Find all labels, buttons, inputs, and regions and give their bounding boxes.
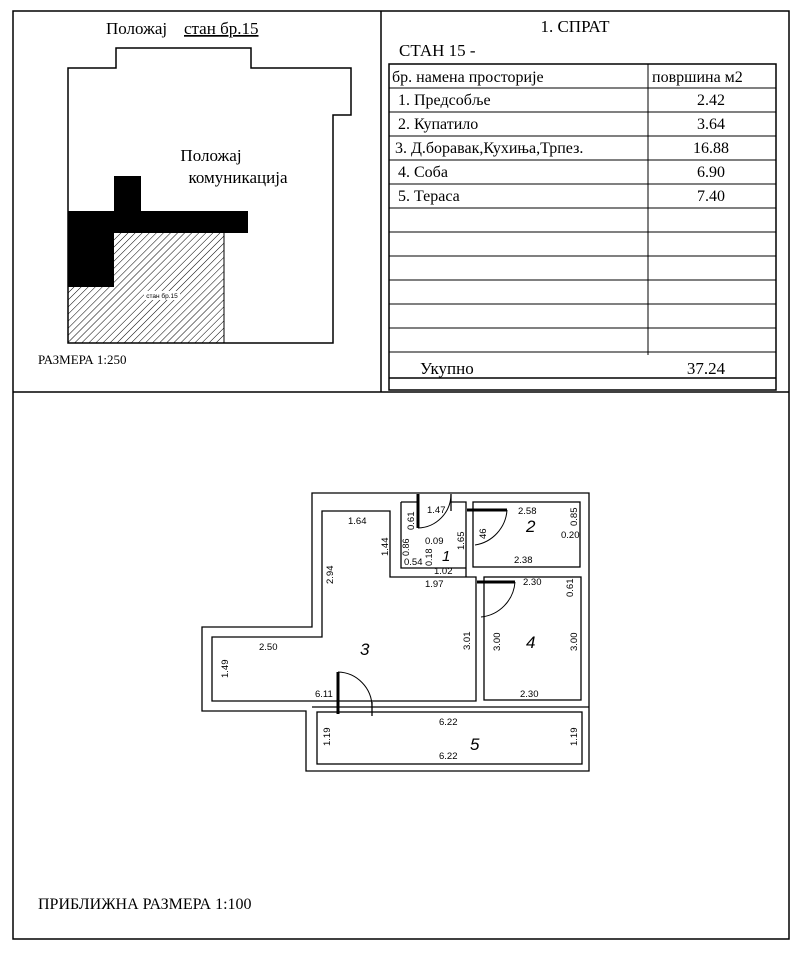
dim-label: 2.30 xyxy=(520,689,539,700)
row-3-area: 16.88 xyxy=(693,140,729,157)
location-title-unit: стан бр.15 xyxy=(184,19,259,38)
communication-label-2: комуникација xyxy=(188,168,288,187)
dim-label: 1.19 xyxy=(569,727,580,746)
dim-label: 1.64 xyxy=(348,516,367,527)
room-number-2: 2 xyxy=(526,517,536,536)
row-5-area: 7.40 xyxy=(697,188,725,205)
dim-label: 1.49 xyxy=(220,659,231,678)
dim-label: 0.20 xyxy=(561,530,580,541)
room-number-1: 1 xyxy=(442,548,451,565)
unit-location-hatch xyxy=(114,233,224,343)
total-value: 37.24 xyxy=(686,359,726,378)
dim-label: 2.38 xyxy=(514,555,533,566)
dim-label: 0.86 xyxy=(401,538,411,556)
header-area: површина м2 xyxy=(652,69,743,86)
dim-label: 1.47 xyxy=(427,505,446,516)
dim-label: 0.61 xyxy=(565,578,576,597)
room-number-4: 4 xyxy=(526,633,536,652)
row-3-name: 3. Д.боравак,Кухиња,Трпез. xyxy=(395,140,584,157)
door-bedroom xyxy=(477,582,515,617)
dim-label: 1.44 xyxy=(380,537,391,556)
dim-label: 46 xyxy=(478,528,489,539)
area-table xyxy=(389,17,776,390)
dim-label: 0.54 xyxy=(404,557,423,568)
dim-label: 6.22 xyxy=(439,717,458,728)
unit-tag: стан бр.15 xyxy=(146,293,178,300)
location-title-part1: Положај xyxy=(106,19,168,38)
communication-label-1: Положај xyxy=(180,146,242,165)
plan-labels xyxy=(220,505,580,762)
door-terrace xyxy=(338,672,372,716)
dim-label: 6.11 xyxy=(315,689,333,700)
header-name: бр. намена просторије xyxy=(392,69,544,86)
table-frame xyxy=(389,64,776,390)
dim-label: 6.22 xyxy=(439,751,458,762)
dim-label: 2.58 xyxy=(518,506,537,517)
dim-label: 2.50 xyxy=(259,642,278,653)
dim-label: 1.97 xyxy=(425,579,444,590)
dim-label: 0.85 xyxy=(569,507,580,526)
row-2-name: 2. Купатило xyxy=(398,116,479,133)
unit-label: СТАН 15 - xyxy=(399,41,476,60)
total-label: Укупно xyxy=(420,359,474,378)
row-1-area: 2.42 xyxy=(697,92,725,109)
row-5-name: 5. Тераса xyxy=(398,188,460,205)
dim-label: 1.65 xyxy=(456,531,467,550)
row-2-area: 3.64 xyxy=(697,116,725,133)
dim-label: 0.61 xyxy=(406,511,417,530)
row-4-area: 6.90 xyxy=(697,164,725,181)
dim-label: 1.02 xyxy=(434,566,453,577)
dim-label: 3.01 xyxy=(462,631,473,650)
dim-label: 1.19 xyxy=(322,727,333,746)
dim-label: 3.00 xyxy=(492,632,503,651)
dim-label: 2.30 xyxy=(523,577,542,588)
dim-label: 0.09 xyxy=(425,536,444,547)
unit-location-hatch xyxy=(68,287,114,343)
floor-label: 1. СПРАТ xyxy=(540,17,610,36)
row-1-name: 1. Предсобље xyxy=(398,92,491,109)
dim-label: 3.00 xyxy=(569,632,580,651)
location-scale: РАЗМЕРА 1:250 xyxy=(38,352,127,367)
dim-label: 2.94 xyxy=(325,565,336,584)
room-number-3: 3 xyxy=(360,640,370,659)
row-4-name: 4. Соба xyxy=(398,164,448,181)
location-panel xyxy=(38,19,351,367)
dim-label: 0.18 xyxy=(424,548,434,566)
room-number-5: 5 xyxy=(470,735,480,754)
plan-scale: ПРИБЛИЖНА РАЗМЕРА 1:100 xyxy=(38,896,252,913)
